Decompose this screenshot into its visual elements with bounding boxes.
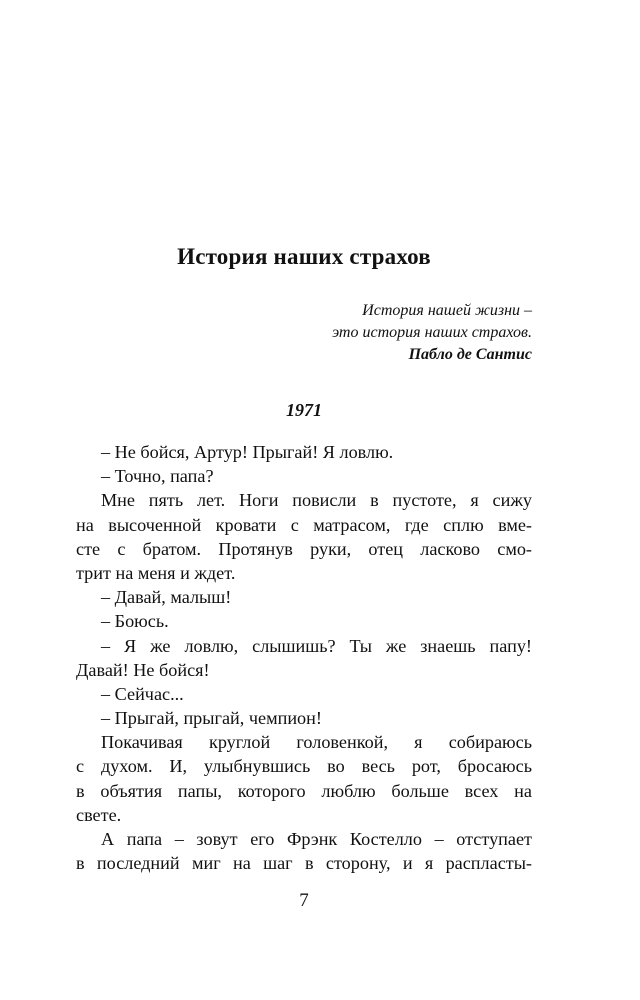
text-line: Мне пять лет. Ноги повисли в пустоте, я сижу [101, 490, 532, 511]
text-line: – Я же ловлю, слышишь? Ты же знаешь папу! [101, 635, 532, 656]
text-line: на высоченной кровати с матрасом, где сплю вме- [76, 514, 532, 535]
text-line: – Давай, малыш! [101, 587, 232, 608]
text-line: Давай! Не бойся! [76, 659, 210, 680]
epigraph-line: это история наших страхов. [332, 324, 532, 341]
text-line: Покачивая круглой головенкой, я собираюсь [101, 732, 532, 753]
page-number: 7 [299, 890, 309, 911]
epigraph-author: Пабло де Сантис [408, 346, 532, 363]
book-page [76, 0, 532, 1000]
text-line: – Прыгай, прыгай, чемпион! [101, 708, 322, 729]
chapter-title: История наших страхов [177, 244, 431, 269]
text-line: в последний миг на шаг в сторону, и я распласты- [76, 853, 532, 874]
text-line: А папа – зовут его Фрэнк Костелло – отступает [101, 829, 532, 849]
text-line: в объятия папы, которого люблю больше всех на [76, 780, 532, 801]
text-line: – Не бойся, Артур! Прыгай! Я ловлю. [101, 442, 394, 462]
text-line: – Точно, папа? [101, 466, 214, 487]
text-line: – Сейчас... [101, 683, 184, 704]
section-year-heading: 1971 [286, 400, 322, 420]
text-line: свете. [76, 804, 122, 825]
epigraph-line: История нашей жизни – [362, 302, 532, 319]
epigraph [332, 300, 532, 366]
text-line: с духом. И, улыбнувшись во весь рот, бросаюсь [76, 756, 532, 777]
text-line: сте с братом. Протянув руки, отец ласково смо- [76, 538, 532, 559]
text-line: – Боюсь. [101, 611, 169, 632]
body-text [76, 440, 532, 875]
text-line: трит на меня и ждет. [76, 562, 236, 583]
